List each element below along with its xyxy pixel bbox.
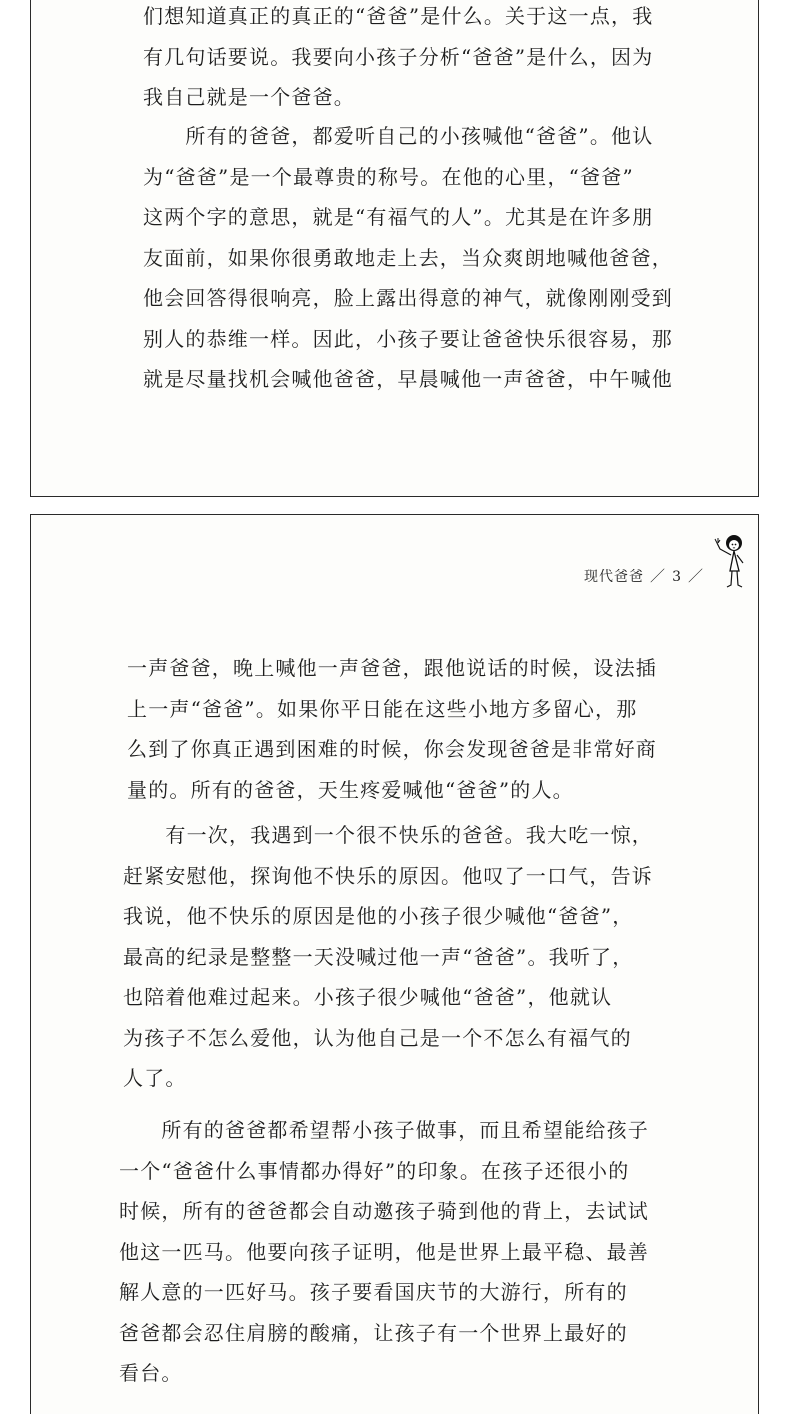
text-line: 他这一匹马。他要向孩子证明，他是世界上最平稳、最善 xyxy=(119,1239,649,1264)
text-line: 为孩子不怎么爱他，认为他自己是一个不怎么有福气的 xyxy=(123,1025,632,1050)
text-line: 所有的爸爸，都爱听自己的小孩喊他“爸爸”。他认 xyxy=(143,124,654,148)
book-page-bottom xyxy=(30,514,759,1414)
text-line: 量的。所有的爸爸，天生疼爱喊他“爸爸”的人。 xyxy=(127,777,574,802)
text-line: 最高的纪录是整整一天没喊过他一声“爸爸”。我听了， xyxy=(123,944,634,969)
text-line: 我自己就是一个爸爸。 xyxy=(143,85,355,109)
paragraph-3 xyxy=(127,648,687,810)
text-line: 一个“爸爸什么事情都办得好”的印象。在孩子还很小的 xyxy=(119,1158,630,1183)
paragraph-2 xyxy=(143,116,688,400)
text-line: 看台。 xyxy=(119,1361,183,1385)
text-line: 么到了你真正遇到困难的时候，你会发现爸爸是非常好商 xyxy=(127,737,657,761)
text-line: 赶紧安慰他，探询他不快乐的原因。他叹了一口气，告诉 xyxy=(123,863,653,888)
text-line: 他会回答得很响亮，脸上露出得意的神气，就像刚刚受到 xyxy=(143,286,673,310)
text-line: 友面前，如果你很勇敢地走上去，当众爽朗地喊他爸爸， xyxy=(143,245,673,270)
paragraph-5 xyxy=(119,1110,687,1394)
slash-divider: ／ xyxy=(650,567,667,585)
text-line: 所有的爸爸都希望帮小孩子做事，而且希望能给孩子 xyxy=(119,1118,649,1142)
text-line: 解人意的一匹好马。孩子要看国庆节的大游行，所有的 xyxy=(119,1280,628,1304)
text-line: 这两个字的意思，就是“有福气的人”。尤其是在许多朋 xyxy=(143,205,654,229)
girl-waving-icon xyxy=(712,531,752,593)
text-line: 人了。 xyxy=(123,1066,187,1090)
text-line: 我说，他不快乐的原因是他的小孩子很少喊他“爸爸”， xyxy=(123,904,634,928)
text-line: 也陪着他难过起来。小孩子很少喊他“爸爸”，他就认 xyxy=(123,985,613,1009)
text-line: 上一声“爸爸”。如果你平日能在这些小地方多留心，那 xyxy=(127,696,638,721)
text-line: 时候，所有的爸爸都会自动邀孩子骑到他的背上，去试试 xyxy=(119,1199,649,1223)
text-line: 们想知道真正的真正的“爸爸”是什么。关于这一点，我 xyxy=(143,4,654,28)
text-line: 爸爸都会忍住肩膀的酸痛，让孩子有一个世界上最好的 xyxy=(119,1320,628,1345)
page-number: 3 xyxy=(672,569,682,585)
text-line: 一声爸爸，晚上喊他一声爸爸，跟他说话的时候，设法插 xyxy=(127,656,657,680)
text-line: 有几句话要说。我要向小孩子分析“爸爸”是什么，因为 xyxy=(143,44,654,69)
book-title: 现代爸爸 xyxy=(584,569,645,585)
book-page-top xyxy=(30,0,759,497)
text-line: 为“爸爸”是一个最尊贵的称号。在他的心里，“爸爸” xyxy=(143,164,634,189)
text-line: 别人的恭维一样。因此，小孩子要让爸爸快乐很容易，那 xyxy=(143,326,673,351)
paragraph-4 xyxy=(123,815,687,1099)
paragraph-1 xyxy=(143,0,688,118)
text-line: 有一次，我遇到一个很不快乐的爸爸。我大吃一惊， xyxy=(123,823,653,847)
slash-divider: ／ xyxy=(687,567,704,585)
running-header xyxy=(584,565,710,586)
text-line: 就是尽量找机会喊他爸爸，早晨喊他一声爸爸，中午喊他 xyxy=(143,367,673,391)
